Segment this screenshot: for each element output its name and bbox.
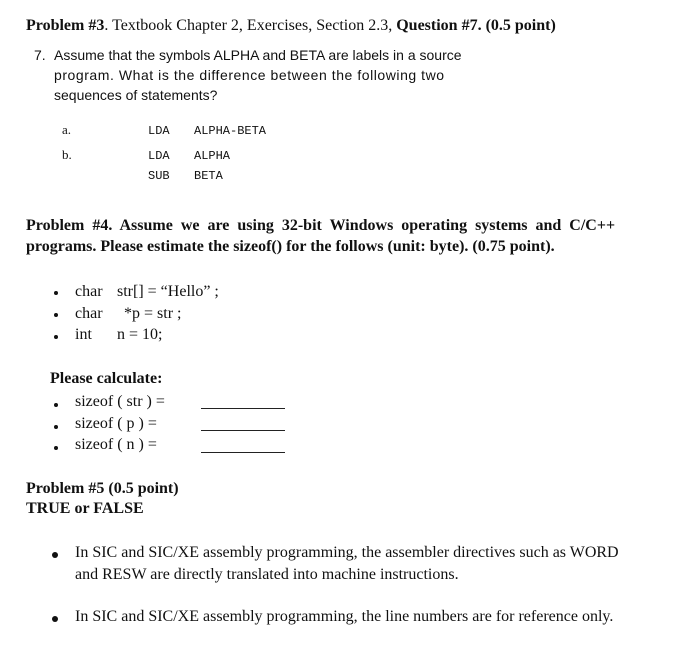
- calculate-label: Please calculate:: [50, 370, 163, 387]
- question-line-1: Assume that the symbols ALPHA and BETA are labels in a source: [54, 47, 462, 63]
- problem-3-header: [26, 17, 556, 35]
- answer-blank-3[interactable]: [201, 452, 285, 453]
- code-type-1: char: [75, 283, 103, 300]
- bullet-icon: [52, 552, 58, 558]
- option-b-label: b.: [62, 147, 72, 162]
- bullet-icon: [54, 425, 58, 429]
- problem-5-subtitle: TRUE or FALSE: [26, 500, 144, 517]
- bullet-icon: [52, 616, 58, 622]
- bullet-icon: [54, 313, 58, 317]
- calc-item-3: sizeof ( n ) =: [75, 436, 157, 453]
- calc-item-1: sizeof ( str ) =: [75, 393, 165, 410]
- option-b-arg-2: BETA: [194, 169, 223, 183]
- problem-4-line-1: Problem #4. Assume we are using 32-bit Windows operating systems and C/C++: [26, 217, 616, 234]
- calc-item-2: sizeof ( p ) =: [75, 415, 157, 432]
- code-type-2: char: [75, 305, 103, 322]
- answer-blank-1[interactable]: [201, 408, 285, 409]
- problem-3-question: Question #7. (0.5 point): [396, 17, 556, 34]
- option-a-label: a.: [62, 122, 72, 137]
- code-type-3: int: [75, 326, 92, 343]
- tf-item-2: In SIC and SIC/XE assembly programming, the line numbers are for reference only.: [75, 608, 614, 625]
- bullet-icon: [54, 446, 58, 450]
- bullet-icon: [54, 335, 58, 339]
- problem-3-source: . Textbook Chapter 2, Exercises, Section 2.3,: [104, 17, 397, 34]
- problem-5-title: Problem #5 (0.5 point): [26, 480, 179, 497]
- tf-item-1-line-1: In SIC and SIC/XE assembly programming, the assembler directives such as WORD: [75, 544, 619, 561]
- answer-blank-2[interactable]: [201, 430, 285, 431]
- bullet-icon: [54, 291, 58, 295]
- question-line-2: program. What is the difference between the following two: [54, 67, 445, 83]
- problem-4-line-2: programs. Please estimate the sizeof() for the follows (unit: byte). (0.75 point).: [26, 238, 555, 255]
- option-b-arg-1: ALPHA: [194, 149, 231, 163]
- bullet-icon: [54, 403, 58, 407]
- code-decl-1: str[] = “Hello” ;: [117, 283, 219, 300]
- question-line-3: sequences of statements?: [54, 87, 218, 103]
- code-decl-3: n = 10;: [117, 326, 163, 343]
- question-number: 7.: [34, 47, 46, 63]
- option-b-op-2: SUB: [148, 169, 170, 183]
- option-a-arg: ALPHA-BETA: [194, 124, 267, 138]
- option-b-op-1: LDA: [148, 149, 170, 163]
- problem-3-label: Problem #3: [26, 17, 105, 34]
- option-a-op: LDA: [148, 124, 170, 138]
- code-decl-2: *p = str ;: [124, 305, 182, 322]
- tf-item-1-line-2: and RESW are directly translated into machine instructions.: [75, 566, 459, 583]
